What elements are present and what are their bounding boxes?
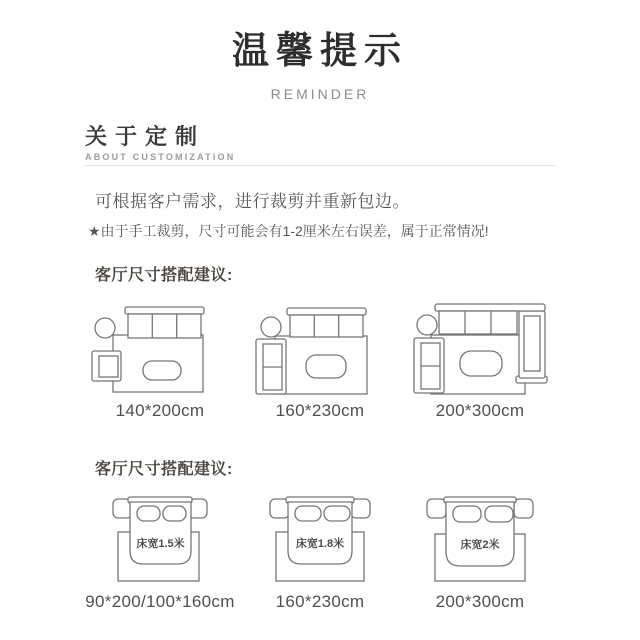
nightstand-left	[427, 499, 446, 518]
pillow-left	[137, 506, 160, 521]
pillow-right	[163, 506, 186, 521]
sectional-sofa-rug-diagram	[405, 294, 555, 399]
size-label: 200*300cm	[435, 401, 525, 420]
coffee-table	[306, 355, 346, 378]
side-cabinet	[414, 338, 444, 393]
coffee-table	[460, 351, 502, 376]
bedroom-section-heading: 客厅尺寸搭配建议:	[95, 461, 233, 478]
armchair	[92, 351, 121, 381]
living-room-layout-3	[405, 294, 555, 421]
pillow-right	[485, 506, 513, 522]
bedroom-layout-3	[405, 486, 555, 612]
bed-rug-diagram-1-8m	[245, 486, 395, 590]
bed-rug-diagram-1-5m	[85, 486, 235, 590]
bed-width-label: 床宽1.8米	[295, 538, 345, 550]
tolerance-note: ★由于手工裁剪，尺寸可能会有1-2厘米左右误差，属于正常情况!	[88, 223, 489, 239]
about-heading: 关于定制	[85, 124, 206, 149]
page-title: 温馨提示	[232, 30, 408, 71]
sofa-rug-diagram-medium	[245, 294, 395, 399]
page-subtitle: REMINDER	[270, 86, 370, 102]
living-room-diagram-row	[85, 294, 555, 421]
pillow-right	[324, 506, 350, 521]
size-label: 140*200cm	[115, 401, 205, 420]
about-customization-section	[85, 124, 555, 166]
bedroom-layout-1	[85, 486, 235, 612]
living-room-layout-2	[245, 294, 395, 421]
living-room-section-heading: 客厅尺寸搭配建议:	[95, 267, 233, 284]
divider-rule	[85, 165, 555, 166]
three-seat-sofa	[125, 307, 204, 338]
side-cabinet	[256, 339, 286, 394]
pillow-left	[295, 506, 321, 521]
side-table	[95, 318, 115, 338]
side-table	[417, 315, 437, 335]
bed-width-label: 床宽1.5米	[136, 538, 185, 550]
coffee-table	[143, 361, 181, 380]
about-heading-en: ABOUT CUSTOMIZATION	[85, 152, 236, 162]
bedroom-diagram-row	[85, 486, 555, 612]
size-label: 160*230cm	[275, 592, 365, 611]
size-label: 200*300cm	[435, 592, 525, 611]
size-label: 90*200/100*160cm	[85, 592, 235, 611]
customization-note: 可根据客户需求，进行裁剪并重新包边。	[95, 192, 410, 211]
sofa-rug-diagram-small	[85, 294, 235, 399]
living-room-layout-1	[85, 294, 235, 421]
side-table	[261, 317, 281, 337]
three-seat-sofa	[287, 308, 366, 337]
bedroom-layout-2	[245, 486, 395, 612]
bed-width-label: 床宽2米	[460, 539, 500, 551]
nightstand-right	[514, 499, 533, 518]
bed-rug-diagram-2m	[405, 486, 555, 590]
size-label: 160*230cm	[275, 401, 365, 420]
pillow-left	[453, 506, 481, 522]
